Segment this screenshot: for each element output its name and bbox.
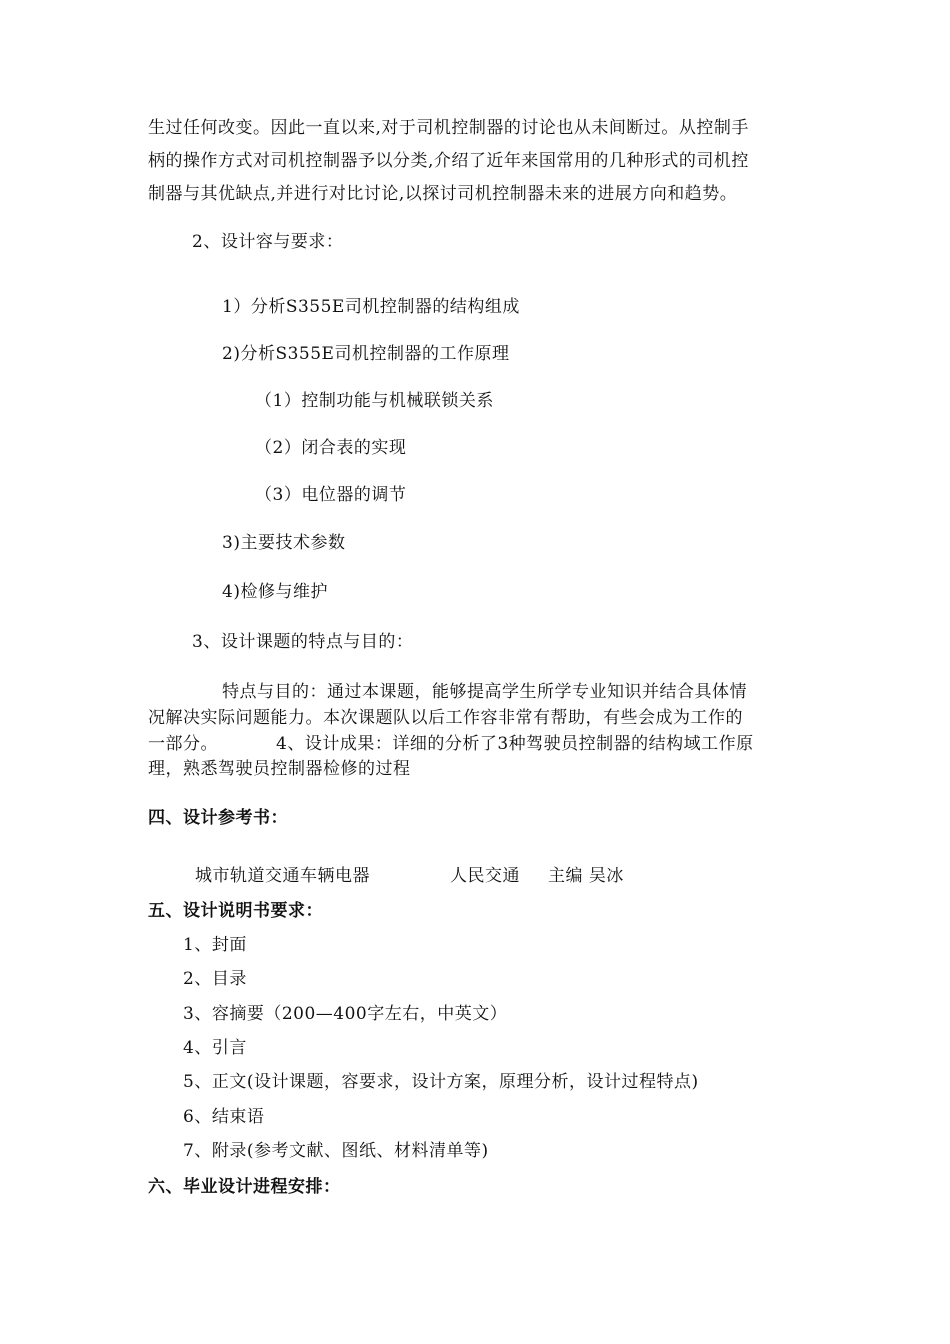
section-3-heading: 3、设计课题的特点与目的： — [192, 632, 414, 652]
intro-line-1: 生过任何改变。因此一直以来,对于司机控制器的讨论也从未间断过。从控制手 — [148, 118, 749, 138]
reference-editor: 主编 吴冰 — [548, 866, 624, 886]
section-2-subitem-2: （2）闭合表的实现 — [255, 438, 407, 458]
requirement-item: 6、结束语 — [183, 1107, 265, 1127]
section-3-para-line-1: 特点与目的：通过本课题，能够提高学生所学专业知识并结合具体情 — [222, 682, 747, 702]
section-2-item-3: 3)主要技术参数 — [222, 533, 346, 553]
section-2-item-1: 1）分析S355E司机控制器的结构组成 — [222, 297, 520, 317]
section-3-para-line-3b: 4、设计成果：详细的分析了3种驾驶员控制器的结构域工作原 — [276, 734, 754, 754]
section-3-para-line-4: 理，熟悉驾驶员控制器检修的过程 — [148, 759, 411, 779]
intro-line-3: 制器与其优缺点,并进行对比讨论,以探讨司机控制器未来的进展方向和趋势。 — [148, 184, 738, 204]
section-2-item-4: 4)检修与维护 — [222, 582, 328, 602]
requirement-item: 2、目录 — [183, 969, 247, 989]
section-6-heading: 六、毕业设计进程安排： — [148, 1177, 341, 1197]
requirement-item: 7、附录(参考文献、图纸、材料清单等) — [183, 1141, 489, 1161]
section-2-heading: 2、设计容与要求： — [192, 232, 344, 252]
section-4-heading: 四、设计参考书： — [148, 808, 288, 828]
section-2-subitem-3: （3）电位器的调节 — [255, 485, 407, 505]
requirement-item: 5、正文(设计课题，容要求，设计方案，原理分析，设计过程特点) — [183, 1072, 699, 1092]
reference-publisher: 人民交通 — [450, 866, 520, 886]
requirement-item: 3、容摘要（200—400字左右，中英文） — [183, 1004, 508, 1024]
reference-title: 城市轨道交通车辆电器 — [195, 866, 370, 886]
intro-line-2: 柄的操作方式对司机控制器予以分类,介绍了近年来国常用的几种形式的司机控 — [148, 151, 749, 171]
section-2-subitem-1: （1）控制功能与机械联锁关系 — [255, 391, 494, 411]
section-3-para-line-3a: 一部分。 — [148, 734, 218, 754]
requirement-item: 1、封面 — [183, 935, 247, 955]
section-3-para-line-2: 况解决实际问题能力。本次课题队以后工作容非常有帮助，有些会成为工作的 — [148, 708, 743, 728]
section-5-heading: 五、设计说明书要求： — [148, 901, 323, 921]
section-2-item-2: 2)分析S355E司机控制器的工作原理 — [222, 344, 510, 364]
requirement-item: 4、引言 — [183, 1038, 247, 1058]
